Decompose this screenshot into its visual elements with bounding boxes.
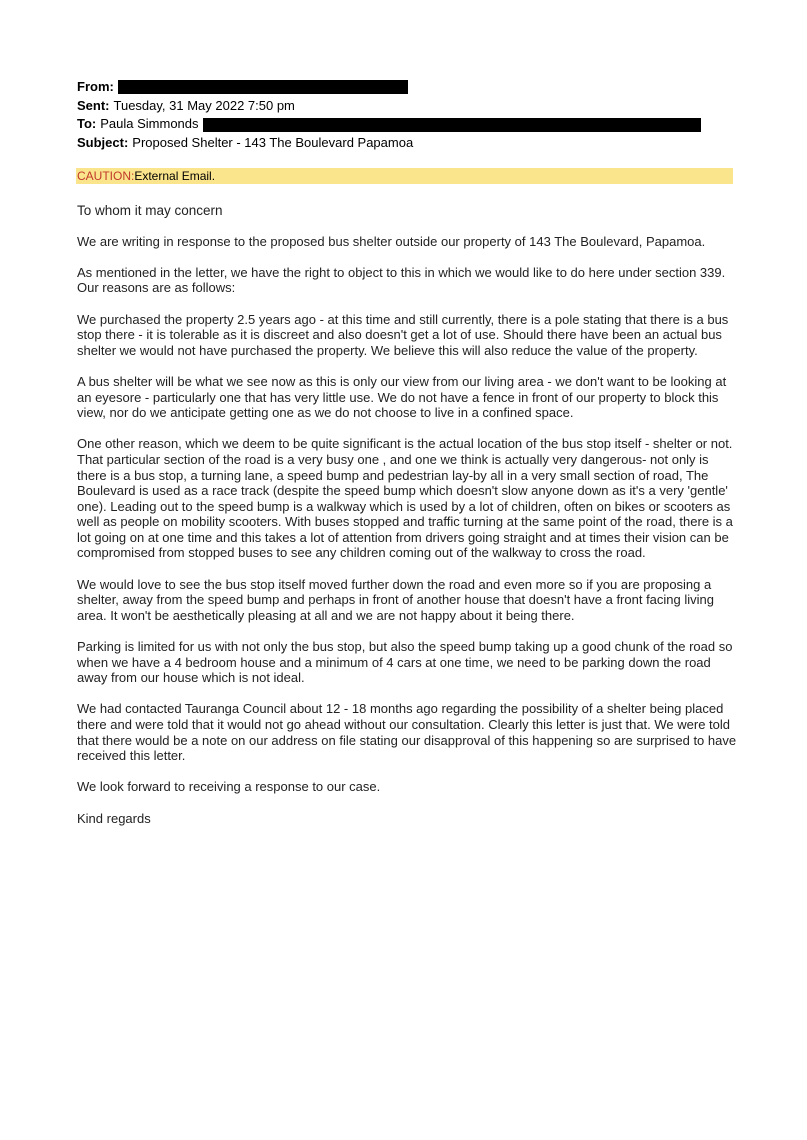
- to-value: Paula Simmonds: [100, 116, 199, 132]
- paragraph-parking: Parking is limited for us with not only the bus stop, but also the speed bump taking up a good chunk of the road so when we have a 4 bedroom house and a minimum of 4 cars at one time, we need to be parking down the road away from our house which is not ideal.: [77, 639, 733, 686]
- sent-value: Tuesday, 31 May 2022 7:50 pm: [113, 97, 295, 113]
- paragraph-relocation: We would love to see the bus stop itself moved further down the road and even more so if you are proposing a shelter, away from the speed bump and perhaps in front of another house that doesn't have a front facing living area. It won't be aesthetically pleasing at all and we are not happy about it being there.: [77, 576, 714, 623]
- paragraph-location: One other reason, which we deem to be quite significant is the actual location of the bus stop itself - shelter or not. That particular section of the road is a very busy one , and one we think is actually very dangerous- not only is there is a bus stop, a turning lane, a speed bump and pedestrian lay-by all in a very small section of road, The Boulevard is used as a race track (despite the speed bump which doesn't slow anyone down as it's a very 'gentle' one). Leading out to the speed bump is a walkway which is used by a lot of children, often on bikes or scooters as well as people on mobility scooters. With buses stopped and traffic turning at the same point of the road, there is a lot going on at one time and this takes a lot of attention from drivers going straight and at times their vision can be compromised from stopped buses to see any children coming out of the walkway to cross the road.: [77, 436, 733, 561]
- email-header: [77, 78, 737, 153]
- caution-text: External Email.: [134, 169, 216, 183]
- to-label: To:: [77, 116, 97, 132]
- salutation: To whom it may concern: [77, 203, 223, 218]
- paragraph-council: We had contacted Tauranga Council about 12 - 18 months ago regarding the possibility of a shelter being placed there and were told that it would not go ahead without our consultation. Clearly this letter is just that. We were told that there would be a note on our address on file stating our disapproval of this happening so are surprised to have received this letter.: [77, 701, 737, 764]
- paragraph-reasons-lead: Our reasons are as follows:: [77, 280, 236, 296]
- caution-label: CAUTION:: [77, 169, 135, 183]
- to-row: [77, 115, 737, 134]
- redacted-to-address: [203, 118, 701, 132]
- redacted-from-address: [118, 80, 408, 94]
- paragraph-purchase: We purchased the property 2.5 years ago - at this time and still currently, there is a pole stating that there is a bus stop there - it is tolerable as it is discreet and also doesn't get a lot of use. Should there have been an actual bus shelter we would not have purchased the property. We believe this will also reduce the value of the property.: [77, 311, 729, 358]
- from-label: From:: [77, 79, 114, 94]
- subject-row: [77, 134, 737, 153]
- sent-row: [77, 97, 737, 116]
- caution-banner: [76, 168, 733, 184]
- letter-body: [77, 203, 737, 842]
- subject-value: Proposed Shelter - 143 The Boulevard Papamoa: [132, 135, 414, 151]
- paragraph-intro: We are writing in response to the proposed bus shelter outside our property of 143 The Boulevard, Papamoa.: [77, 233, 706, 249]
- paragraph-closing: We look forward to receiving a response to our case.: [77, 779, 381, 795]
- subject-label: Subject:: [77, 135, 129, 151]
- sign-off: Kind regards: [77, 810, 151, 826]
- sent-label: Sent:: [77, 97, 110, 113]
- paragraph-objection: As mentioned in the letter, we have the right to object to this in which we would like to do here under section 339.: [77, 264, 726, 280]
- from-row: [77, 78, 737, 97]
- paragraph-view: A bus shelter will be what we see now as this is only our view from our living area - we don't want to be looking at an eyesore - particularly one that has very little use. We do not have a fence in front of our property to block this view, nor do we anticipate getting one as we do not choose to live in a confined space.: [77, 373, 727, 421]
